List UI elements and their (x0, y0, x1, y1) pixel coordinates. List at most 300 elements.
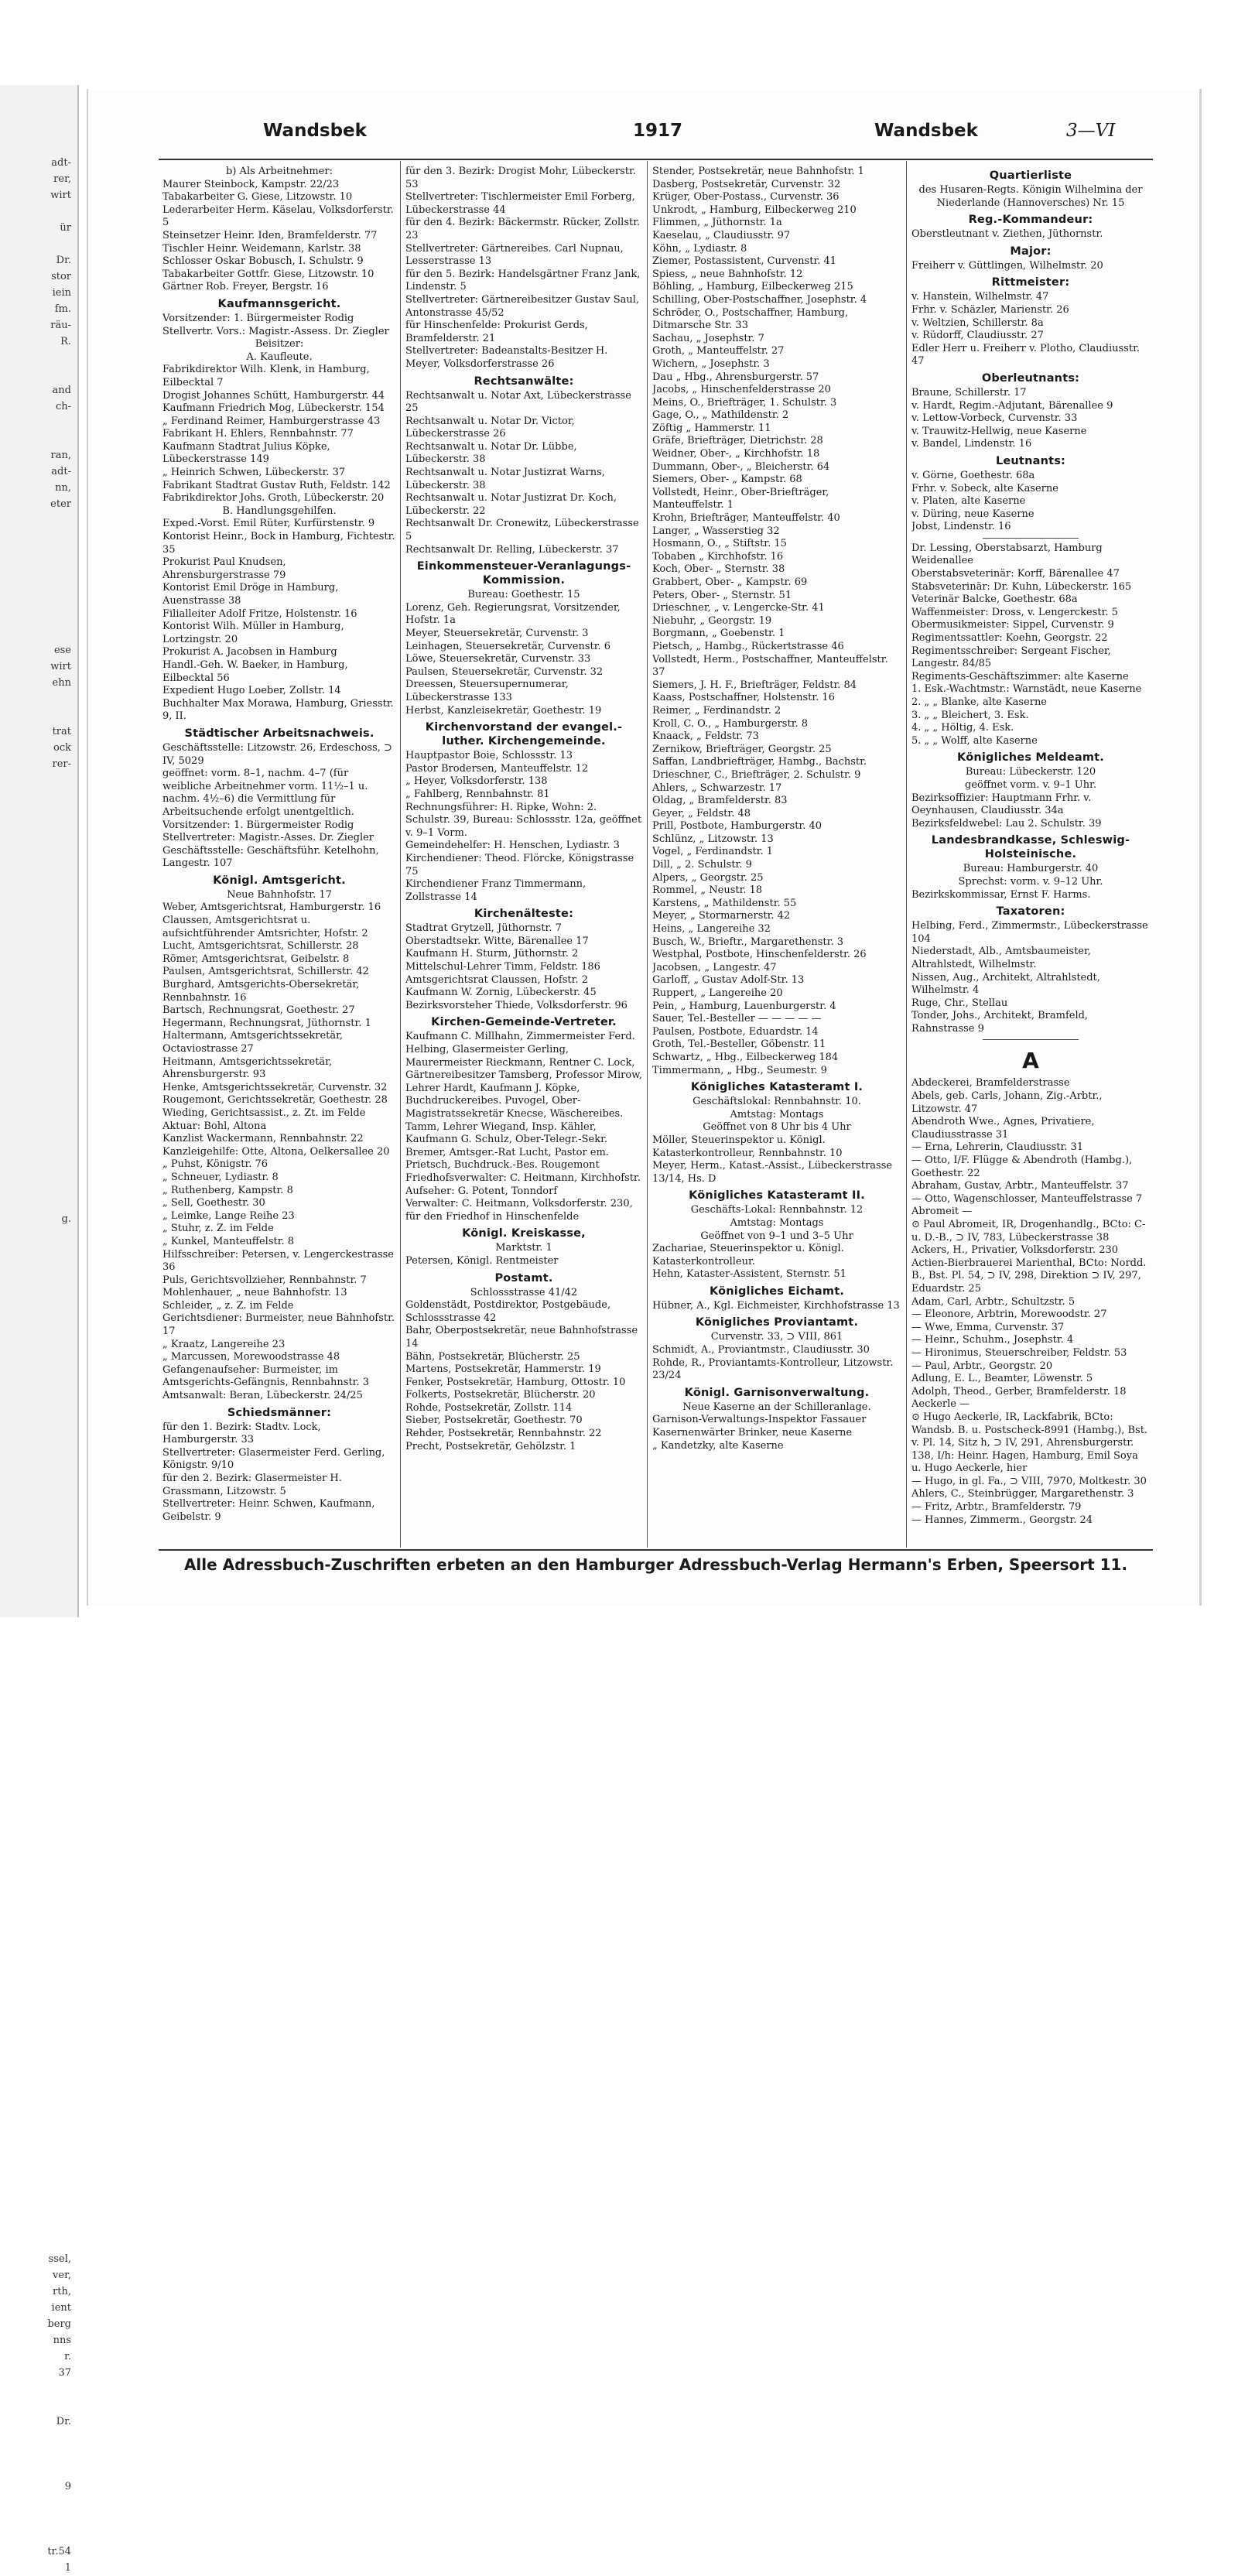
fragment-line: trat (52, 726, 71, 737)
fragment-line (0, 1959, 71, 1975)
fragment-line (0, 919, 71, 935)
fragment-line (0, 2235, 71, 2251)
fragment-line (0, 1926, 71, 1942)
fragment-line (0, 2170, 71, 2186)
directory-entry: Stabsveterinär: Dr. Kuhn, Lübeckerstr. 165 (911, 580, 1132, 593)
directory-entry: „ Fahlberg, Rennbahnstr. 81 (405, 788, 550, 800)
directory-entry: Dau „ Hbg., Ahrensburgerstr. 57 (652, 371, 819, 383)
section-heading: Oberleutnants: (981, 371, 1080, 385)
directory-entry: Lederarbeiter Herm. Käselau, Volksdorferstr. 5 (162, 204, 394, 229)
directory-entry: Ruge, Chr., Stellau (911, 997, 1008, 1009)
fragment-line (0, 1244, 71, 1260)
fragment-line: nns (53, 2335, 71, 2346)
directory-entry: Leinhagen, Steuersekretär, Curvenstr. 6 (405, 640, 611, 652)
fragment-line: ehn (52, 677, 71, 689)
section-subheading: des Husaren-Regts. Königin Wilhelmina der Niederlande (Hannoversches) Nr. 15 (918, 184, 1143, 209)
fragment-line (0, 870, 71, 886)
directory-entry: Bezirksoffizier: Hauptmann Frhr. v. Oeynhausen, Claudiusstr. 34a (911, 792, 1092, 817)
directory-entry: Abels, geb. Carls, Johann, Zig.-Arbtr., Litzowstr. 47 (911, 1090, 1103, 1115)
directory-entry: Stellvertreter: Gärtnereibesitzer Gustav Saul, Antonstrasse 45/52 (405, 293, 640, 319)
directory-entry: Groth, „ Manteuffelstr. 27 (652, 345, 785, 357)
directory-entry: Sauer, Tel.-Besteller — — — — — (652, 1013, 822, 1025)
directory-entry: Stellvertreter: Heinr. Schwen, Kaufmann, Geibelstr. 9 (162, 1498, 375, 1523)
directory-entry: Paulsen, Steuersekretär, Curvenstr. 32 (405, 665, 604, 678)
section-heading: Kaufmannsgericht. (217, 297, 341, 310)
header-year: 1917 (633, 121, 683, 141)
directory-entry: Edler Herr u. Freiherr v. Plotho, Claudiusstr. 47 (911, 342, 1141, 368)
fragment-line (0, 1065, 71, 1081)
fragment-line (0, 1650, 71, 1666)
directory-entry: Schlünz, „ Litzowstr. 13 (652, 833, 774, 845)
fragment-line (0, 1325, 71, 1341)
directory-entry: Tabakarbeiter Gottfr. Giese, Litzowstr. 10 (162, 268, 374, 280)
directory-entry: — Eleonore, Arbtrin, Morewoodstr. 27 (911, 1309, 1107, 1321)
fragment-line: Dr. (56, 2416, 71, 2427)
directory-entry: Kaufmann C. Millhahn, Zimmermeister Ferd. Helbing, Glasermeister Gerling, Maurermeister Rieckmann, Rentner C. Lock, Gärtnereibesitzer Tamsberg, Professor Mirow, Lehrer Hardt, Kaufmann J. Köpke, Buchdruckereibes. Puvogel, Ober-Magistratssekretär Knecse, Wäschereibes. Tamm, Lehrer Wiegand, Insp. Kähler, Kaufmann G. Schulz, Ober-Telegr.-Sekr. Bremer, Amtsger.-Rat Lucht, Pastor em. Prietsch, Buchdruck.-Bes. Rougemont (405, 1031, 642, 1172)
directory-entry: Oberstadtsekr. Witte, Bärenallee 17 (405, 935, 589, 947)
column-2 (405, 166, 642, 1543)
fragment-line (0, 935, 71, 951)
fragment-line (0, 1162, 71, 1179)
fragment-line (0, 1390, 71, 1406)
fragment-line: r. (64, 2351, 71, 2362)
directory-entry: Rechtsanwalt u. Notar Justizrat Warns, Lübeckerstr. 38 (405, 467, 605, 491)
section-subheading: Amtstag: Montags (730, 1216, 824, 1229)
section-heading: Königliches Proviantamt. (695, 1316, 859, 1329)
fragment-line (0, 805, 71, 821)
directory-entry: Lorenz, Geh. Regierungsrat, Vorsitzender, Hofstr. 1a (405, 601, 621, 627)
directory-entry: Rechtsanwalt u. Notar Axt, Lübeckerstrasse 25 (405, 389, 631, 415)
column-divider (906, 161, 907, 1548)
directory-entry: ⊙ Paul Abromeit, IR, Drogenhandlg., BCto: C- u. D.-B., ⊃ IV, 783, Lübeckerstrasse 38 (911, 1219, 1146, 1244)
directory-entry: Heitmann, Amtsgerichtssekretär, Ahrensburgerstr. 93 (162, 1055, 333, 1081)
directory-entry: v. Rüdorff, Claudiusstr. 27 (911, 330, 1044, 342)
previous-page-fragments (0, 155, 71, 2576)
directory-entry: Meyer, „ Stormarnerstr. 42 (652, 910, 791, 922)
directory-entry: — Fritz, Arbtr., Bramfelderstr. 79 (911, 1501, 1082, 1514)
directory-entry: Kanzlist Wackermann, Rennbahnstr. 22 (162, 1133, 364, 1145)
fragment-line (0, 2186, 71, 2202)
directory-entry: Schleider, „ z. Z. im Felde (162, 1299, 294, 1312)
directory-entry: Bezirkskommissar, Ernst F. Harms. (911, 888, 1091, 901)
directory-entry: Steinsetzer Heinr. Iden, Bramfelderstr. 77 (162, 229, 378, 241)
directory-entry: Oldag, „ Bramfelderstr. 83 (652, 795, 788, 807)
directory-entry: 4. „ „ Höltig, 4. Esk. (911, 722, 1014, 734)
directory-entry: Gräfe, Briefträger, Dietrichstr. 28 (652, 435, 823, 447)
directory-entry: Vorsitzender: 1. Bürgermeister Rodig (162, 312, 354, 324)
directory-entry: Kontorist Wilh. Müller in Hamburg, Lortzingstr. 20 (162, 621, 344, 645)
section-subheading: Geöffnet von 8 Uhr bis 4 Uhr (703, 1121, 851, 1134)
fragment-line (0, 1520, 71, 1536)
fragment-line: rer, (53, 173, 71, 185)
fragment-line: ver, (53, 2270, 71, 2281)
directory-entry: Kaeselau, „ Claudiusstr. 97 (652, 229, 791, 241)
directory-entry: „ Ferdinand Reimer, Hamburgerstrasse 43 (162, 415, 381, 427)
directory-entry: Tischler Heinr. Weidemann, Karlstr. 38 (162, 242, 361, 255)
section-heading: Königl. Kreiskasse, (462, 1227, 586, 1240)
directory-entry: v. Lettow-Vorbeck, Curvenstr. 33 (911, 412, 1078, 425)
directory-entry: Tobaben „ Kirchhofstr. 16 (652, 550, 784, 563)
directory-entry: Ziemer, Postassistent, Curvenstr. 41 (652, 255, 837, 268)
fragment-line (0, 1812, 71, 1829)
directory-entry: Schmidt, A., Proviantmstr., Claudiusstr. 30 (652, 1344, 870, 1356)
fragment-line (0, 2430, 71, 2446)
directory-entry: Aeckerle — (911, 1398, 970, 1411)
directory-entry: Dummann, Ober-, „ Bleicherstr. 64 (652, 460, 830, 473)
section-heading: Städtischer Arbeitsnachweis. (184, 727, 374, 740)
fragment-line (0, 2527, 71, 2544)
fragment-line (0, 1439, 71, 1455)
directory-entry: Abraham, Gustav, Arbtr., Manteuffelstr. 37 (911, 1180, 1129, 1192)
directory-entry: — Hannes, Zimmerm., Georgstr. 24 (911, 1514, 1093, 1526)
directory-entry: Hegermann, Rechnungsrat, Jüthornstr. 1 (162, 1017, 371, 1029)
directory-entry: Gefangenaufseher: Burmeister, im Amtsgerichts-Gefängnis, Rennbahnstr. 3 (162, 1363, 370, 1389)
fragment-line (0, 2495, 71, 2511)
directory-entry: Martens, Postsekretär, Hammerstr. 19 (405, 1363, 601, 1376)
directory-entry: Ackers, H., Privatier, Volksdorferstr. 230 (911, 1244, 1119, 1257)
directory-entry: Dr. Lessing, Oberstabsarzt, Hamburg Weidenallee (911, 542, 1103, 567)
fragment-line (0, 204, 71, 220)
directory-entry: 1. Esk.-Wachtmstr.: Warnstädt, neue Kaserne (911, 683, 1142, 696)
directory-entry: Ruppert, „ Langereihe 20 (652, 987, 783, 999)
page-header (263, 121, 1176, 152)
directory-entry: Paulsen, Postbote, Eduardstr. 14 (652, 1025, 819, 1038)
section-subheading: Geöffnet von 9–1 und 3–5 Uhr (700, 1230, 853, 1242)
fragment-line (0, 1942, 71, 1959)
section-subheading: A. Kaufleute. (246, 351, 313, 363)
fragment-line (0, 1195, 71, 1211)
directory-entry: Fabrikant Stadtrat Gustav Ruth, Feldstr. 142 (162, 479, 391, 491)
directory-entry: Hauptpastor Boie, Schlossstr. 13 (405, 750, 573, 762)
section-subheading: Geschäfts-Lokal: Rennbahnstr. 12 (690, 1204, 864, 1216)
directory-entry: Rechtsanwalt Dr. Cronewitz, Lübeckerstrasse 5 (405, 518, 639, 543)
directory-entry: Frhr. v. Sobeck, alte Kaserne (911, 482, 1058, 494)
directory-entry: Claussen, Amtsgerichtsrat u. aufsichtführender Amtsrichter, Hofstr. 2 (162, 915, 368, 939)
directory-entry: Filialleiter Adolf Fritze, Holstenstr. 16 (162, 607, 357, 620)
directory-entry: Kasernenwärter Brinker, neue Kaserne (652, 1427, 853, 1439)
fragment-line (0, 1829, 71, 1845)
fragment-line: rth, (53, 2286, 71, 2297)
fragment-line: eter (50, 498, 71, 510)
column-divider (400, 161, 401, 1548)
fragment-line (0, 594, 71, 610)
directory-entry: Fenker, Postsekretär, Hamburg, Ottostr. 10 (405, 1376, 626, 1388)
directory-entry: „ Puhst, Königstr. 76 (162, 1158, 268, 1171)
fragment-line (0, 366, 71, 382)
directory-entry: Puls, Gerichtsvollzieher, Rennbahnstr. 7 (162, 1274, 367, 1286)
fragment-line: tr.54 (47, 2546, 71, 2557)
directory-entry: Sachau, „ Josephstr. 7 (652, 332, 764, 344)
directory-entry: Siemers, J. H. F., Briefträger, Feldstr. 84 (652, 679, 857, 691)
fragment-line (0, 1975, 71, 1991)
directory-entry: Fabrikant H. Ehlers, Rennbahnstr. 77 (162, 428, 354, 440)
directory-entry: Bartsch, Rechnungsrat, Goethestr. 27 (162, 1004, 355, 1017)
directory-entry: Regimentsschreiber: Sergeant Fischer, Langestr. 84/85 (911, 645, 1111, 670)
fragment-line (0, 854, 71, 870)
fragment-line (0, 1552, 71, 1569)
fragment-line (0, 1260, 71, 1276)
directory-entry: Gärtner Rob. Freyer, Bergstr. 16 (162, 281, 329, 293)
directory-entry: Hehn, Kataster-Assistent, Sternstr. 51 (652, 1268, 846, 1281)
fragment-line (0, 236, 71, 252)
directory-entry: Buchhalter Max Morawa, Hamburg, Griesstr. 9, II. (162, 697, 394, 723)
fragment-line: ür (60, 222, 71, 234)
directory-entry: Kaufmann Friedrich Mog, Lübeckerstr. 154 (162, 402, 385, 415)
fragment-line (0, 2105, 71, 2121)
directory-entry: Westphal, Postbote, Hinschenfelderstr. 26 (652, 949, 867, 961)
directory-entry: für den 5. Bezirk: Handelsgärtner Franz Jank, Lindenstr. 5 (405, 268, 641, 293)
directory-entry: Fabrikdirektor Wilh. Klenk, in Hamburg, Eilbecktal 7 (162, 364, 370, 388)
directory-entry: Saffan, Landbriefträger, Hambg., Bachstr. (652, 756, 867, 768)
section-heading: Quartierliste (989, 169, 1072, 182)
directory-entry: für Hinschenfelde: Prokurist Gerds, Bramfelderstr. 21 (405, 320, 588, 344)
fragment-line (0, 1032, 71, 1049)
directory-entry: Stellvertreter: Gärtnereibes. Carl Nupnau, Lesserstrasse 13 (405, 242, 624, 268)
directory-entry: Abendroth Wwe., Agnes, Privatiere, Claudiusstrasse 31 (911, 1116, 1095, 1141)
section-subheading: Neue Kaserne an der Schilleranlage. (682, 1401, 871, 1413)
fragment-line (0, 1877, 71, 1894)
directory-entry: Garloff, „ Gustav Adolf-Str. 13 (652, 974, 805, 987)
fragment-line: R. (60, 336, 71, 347)
fragment-line: ssel, (48, 2253, 71, 2265)
directory-entry: Jobst, Lindenstr. 16 (911, 521, 1011, 533)
directory-entry: Dill, „ 2. Schulstr. 9 (652, 859, 752, 871)
directory-entry: Prokurist Paul Knudsen, Ahrensburgerstrasse 79 (162, 556, 286, 581)
fragment-line (0, 1699, 71, 1715)
fragment-line: ient (51, 2302, 71, 2314)
fragment-line (0, 1780, 71, 1796)
directory-entry: Langer, „ Wasserstieg 32 (652, 525, 780, 537)
directory-entry: Busch, W., Brieftr., Margarethenstr. 3 (652, 936, 843, 948)
directory-entry: — Heinr., Schuhm., Josephstr. 4 (911, 1334, 1074, 1346)
directory-entry: Oberstleutnant v. Ziethen, Jüthornstr. (911, 228, 1103, 241)
directory-entry: Petersen, Königl. Rentmeister (405, 1254, 559, 1267)
directory-entry: Waffenmeister: Dross, v. Lengerckestr. 5 (911, 606, 1118, 618)
fragment-line (0, 1617, 71, 1634)
directory-entry: Gerichtsdiener: Burmeister, neue Bahnhofstr. 17 (162, 1312, 395, 1338)
directory-entry: Sieber, Postsekretär, Goethestr. 70 (405, 1415, 583, 1427)
fragment-line (0, 529, 71, 545)
directory-entry: Siemers, Ober- „ Kampstr. 68 (652, 474, 802, 486)
directory-entry: Hilfsschreiber: Petersen, v. Lengerckestrasse 36 (162, 1248, 394, 1274)
fragment-line (0, 1536, 71, 1552)
fragment-line (0, 886, 71, 902)
directory-entry: Vorsitzender: 1. Bürgermeister Rodig (162, 819, 354, 831)
fragment-line (0, 1000, 71, 1016)
directory-entry: für den 1. Bezirk: Stadtv. Lock, Hamburgerstr. 33 (162, 1421, 321, 1446)
footer-rule (159, 1549, 1153, 1551)
directory-entry: Goldenstädt, Postdirektor, Postgebäude, Schlossstrasse 42 (405, 1299, 611, 1324)
fragment-line: iein (52, 287, 71, 299)
directory-entry: Lucht, Amtsgerichtsrat, Schillerstr. 28 (162, 940, 359, 953)
directory-entry: — Otto, I/F. Flügge & Abendroth (Hambg.), Goethestr. 22 (911, 1155, 1133, 1179)
directory-entry: Drogist Johannes Schütt, Hamburgerstr. 44 (162, 389, 385, 402)
directory-entry: Actien-Bierbrauerei Marienthal, BCto: Nordd. B., Bst. Pl. 54, ⊃ IV, 298, Direktion ⊃ IV, 297, Eduardstr. 25 (911, 1257, 1147, 1295)
directory-entry: für den 3. Bezirk: Drogist Mohr, Lübeckerstr. 53 (405, 166, 636, 190)
directory-entry: für den 2. Bezirk: Glasermeister H. Grassmann, Litzowstr. 5 (162, 1473, 342, 1497)
directory-entry: Prokurist A. Jacobsen in Hamburg (162, 646, 337, 659)
directory-entry: Ahlers, C., Steinbrügger, Margarethenstr. 3 (911, 1488, 1134, 1500)
directory-entry: Oberstabsveterinär: Korff, Bärenallee 47 (911, 568, 1120, 580)
fragment-line (0, 821, 71, 837)
directory-entry: Knaack, „ Feldstr. 73 (652, 730, 759, 743)
fragment-line (0, 2446, 71, 2462)
directory-entry: „ Kunkel, Manteuffelstr. 8 (162, 1235, 295, 1247)
directory-entry: Rechtsanwalt u. Notar Justizrat Dr. Koch, Lübeckerstr. 22 (405, 492, 617, 517)
fragment-line (0, 415, 71, 431)
directory-entry: „ Heyer, Volksdorferstr. 138 (405, 775, 548, 788)
fragment-line (0, 1130, 71, 1146)
directory-entry: Timmermann, „ Hbg., Seumestr. 9 (652, 1064, 827, 1076)
directory-entry: Weidner, Ober-, „ Kirchhofstr. 18 (652, 448, 820, 460)
publisher-footer: Alle Adressbuch-Zuschriften erbeten an den Hamburger Adressbuch-Verlag Hermann's Erben, Speersort 11. (183, 1555, 1128, 1574)
directory-entry: Helbing, Ferd., Zimmermstr., Lübeckerstrasse 104 (911, 920, 1148, 945)
directory-entry: Zernikow, Briefträger, Georgstr. 25 (652, 743, 832, 755)
section-heading: Major: (1010, 245, 1052, 258)
fragment-line: rer- (52, 758, 71, 770)
fragment-line (0, 2089, 71, 2105)
directory-entry: Braune, Schillerstr. 17 (911, 386, 1027, 399)
fragment-line: adt- (51, 466, 71, 477)
directory-entry: Mohlenhauer, „ neue Bahnhofstr. 13 (162, 1287, 347, 1299)
directory-entry: v. Weltzien, Schillerstr. 8a (911, 316, 1044, 329)
fragment-line (0, 2137, 71, 2154)
directory-entry: 5. „ „ Wolff, alte Kaserne (911, 734, 1038, 747)
directory-entry: Flimmen, „ Jüthornstr. 1a (652, 217, 782, 229)
section-heading: Königliches Katasteramt II. (689, 1189, 865, 1202)
fragment-line: wirt (50, 661, 71, 672)
directory-entry: Paulsen, Amtsgerichtsrat, Schillerstr. 42 (162, 966, 369, 978)
directory-entry: Schlosser Oskar Bobusch, I. Schulstr. 9 (162, 255, 364, 268)
section-subheading: Neue Bahnhofstr. 17 (227, 888, 332, 901)
fragment-line (0, 951, 71, 967)
directory-entry: Stellvertr. Vors.: Magistr.-Assess. Dr. Ziegler (162, 325, 389, 337)
directory-entry: Böhling, „ Hamburg, Eilbeckerweg 215 (652, 281, 853, 293)
directory-entry: Zöftig „ Hammerstr. 11 (652, 422, 771, 434)
directory-entry: Aufseher: G. Potent, Tonndorf (405, 1185, 558, 1197)
directory-entry: Henke, Amtsgerichtssekretär, Curvenstr. 32 (162, 1081, 388, 1093)
fragment-line (0, 1569, 71, 1585)
section-subheading: Bureau: Goethestr. 15 (467, 589, 580, 601)
directory-entry: Jacobsen, „ Langestr. 47 (652, 961, 777, 973)
section-heading: Rittmeister: (991, 276, 1070, 289)
directory-entry: Schilling, Ober-Postschaffner, Josephstr. 4 (652, 293, 867, 306)
directory-entry: Alpers, „ Georgstr. 25 (652, 871, 764, 884)
directory-entry: v. Hardt, Regim.-Adjutant, Bärenallee 9 (911, 399, 1113, 412)
fragment-line (0, 1049, 71, 1065)
fragment-line (0, 1406, 71, 1422)
fragment-line (0, 2024, 71, 2040)
directory-entry: Dreessen, Steuersupernumerar, Lübeckerstrasse 133 (405, 679, 569, 703)
directory-entry: — Otto, Wagenschlosser, Manteuffelstrasse 7 (911, 1192, 1143, 1205)
fragment-line: 1 (64, 2562, 71, 2574)
directory-entry: Amtsgerichtsrat Claussen, Hofstr. 2 (405, 973, 588, 986)
section-subheading: Bureau: Lübeckerstr. 120 (965, 766, 1096, 778)
fragment-line (0, 626, 71, 642)
directory-entry: Frhr. v. Schäzler, Marienstr. 26 (911, 303, 1069, 316)
fragment-line (0, 837, 71, 854)
directory-entry: Reimer, „ Ferdinandstr. 2 (652, 704, 781, 717)
directory-entry: Vollstedt, Herm., Postschaffner, Manteuffelstr. 37 (652, 653, 888, 679)
fragment-line (0, 1081, 71, 1097)
fragment-line: 37 (58, 2367, 71, 2379)
directory-entry: Unkrodt, „ Hamburg, Eilbeckerweg 210 (652, 204, 857, 216)
fragment-line (0, 2040, 71, 2056)
fragment-line (0, 789, 71, 805)
fragment-line: nn, (55, 482, 71, 494)
directory-entry: Maurer Steinbock, Kampstr. 22/23 (162, 178, 340, 190)
fragment-line (0, 2397, 71, 2414)
directory-entry: Borgmann, „ Goebenstr. 1 (652, 628, 785, 640)
fragment-line (0, 350, 71, 366)
fragment-line: ch- (55, 401, 71, 412)
directory-entry: Drieschner, C., Briefträger, 2. Schulstr. 9 (652, 768, 861, 781)
fragment-line (0, 1764, 71, 1780)
directory-entry: Handl.-Geh. W. Baeker, in Hamburg, Eilbecktal 56 (162, 659, 348, 684)
fragment-line: ese (53, 645, 71, 656)
directory-entry: Herbst, Kanzleisekretär, Goethestr. 19 (405, 704, 602, 717)
directory-entry: Geyer, „ Feldstr. 48 (652, 807, 751, 819)
fragment-line (0, 1666, 71, 1682)
directory-entry: Kaufmann Stadtrat Julius Köpke, Lübeckerstrasse 149 (162, 440, 330, 466)
fragment-line (0, 2154, 71, 2170)
fragment-line (0, 1682, 71, 1699)
directory-entry: ⊙ Hugo Aeckerle, IR, Lackfabrik, BCto: Wandsb. B. u. Postscheck-8991 (Hambg.), Bst. v. Pl. 14, Sitz h, ⊃ IV, 291, Ahrensburgerstr. 138, I/h: Heinr. Hagen, Hamburg, Emil Soya u. Hugo Aeckerle, hier (911, 1411, 1148, 1475)
directory-entry: Kontorist Emil Dröge in Hamburg, Auenstrasse 38 (162, 582, 339, 607)
section-subheading: Schlossstrasse 41/42 (470, 1286, 578, 1298)
directory-entry: Abromeit — (911, 1206, 973, 1218)
directory-entry: Rommel, „ Neustr. 18 (652, 884, 763, 897)
fragment-line (0, 1861, 71, 1877)
directory-entry: Karstens, „ Mathildenstr. 55 (652, 897, 797, 909)
fragment-line (0, 1422, 71, 1439)
fragment-line: g. (61, 1213, 71, 1225)
fragment-line (0, 2219, 71, 2235)
directory-entry: Groth, Tel.-Besteller, Göbenstr. 11 (652, 1038, 826, 1051)
section-heading: Reg.-Kommandeur: (968, 214, 1093, 227)
header-page-number: 3—VI (1066, 121, 1116, 141)
directory-entry: Rechtsanwalt u. Notar Dr. Lübbe, Lübeckerstr. 38 (405, 440, 577, 466)
directory-entry: Niebuhr, „ Georgstr. 19 (652, 614, 772, 627)
fragment-line: räu- (50, 320, 71, 331)
section-heading: Taxatoren: (996, 905, 1065, 919)
directory-entry: Köhn, „ Lydiastr. 8 (652, 242, 747, 255)
section-heading: Landesbrandkasse, Schleswig-Holsteinische. (931, 834, 1130, 861)
fragment-line (0, 1894, 71, 1910)
directory-entry: Peters, Ober- „ Sternstr. 51 (652, 589, 792, 601)
section-subheading: geöffnet vorm. v. 9–1 Uhr. (965, 778, 1096, 791)
directory-entry: Nissen, Aug., Architekt, Altrahlstedt, Wilhelmstr. 4 (911, 971, 1100, 997)
directory-entry: Koch, Ober- „ Sternstr. 38 (652, 563, 785, 576)
directory-entry: Prill, Postbote, Hamburgerstr. 40 (652, 820, 822, 833)
section-heading: Kirchenvorstand der evangel.-luther. Kirchengemeinde. (425, 721, 623, 748)
section-subheading: Sprechst: vorm. v. 9–12 Uhr. (958, 875, 1103, 888)
directory-entry: Verwalter: C. Heitmann, Volksdorferstr. 230, für den Friedhof in Hinschenfelde (405, 1198, 633, 1223)
section-heading: Rechtsanwälte: (474, 375, 574, 388)
fragment-line (0, 1357, 71, 1374)
fragment-line (0, 512, 71, 529)
fragment-line (0, 2072, 71, 2089)
directory-entry: Römer, Amtsgerichtsrat, Geibelstr. 8 (162, 953, 350, 965)
fragment-line: and (52, 385, 71, 396)
directory-entry: Tonder, Johs., Architekt, Bramfeld, Rahnstrasse 9 (911, 1010, 1089, 1035)
fragment-line (0, 772, 71, 789)
directory-entry: Kirchendiener: Theod. Flörcke, Königstrasse 75 (405, 852, 634, 877)
directory-entry: Ahlers, „ Schwarzestr. 17 (652, 782, 782, 794)
fragment-line (0, 577, 71, 594)
directory-entry: „ Kraatz, Langereihe 23 (162, 1338, 286, 1350)
directory-entry: Möller, Steuerinspektor u. Königl. Katasterkontrolleur, Rennbahnstr. 10 (652, 1134, 843, 1159)
